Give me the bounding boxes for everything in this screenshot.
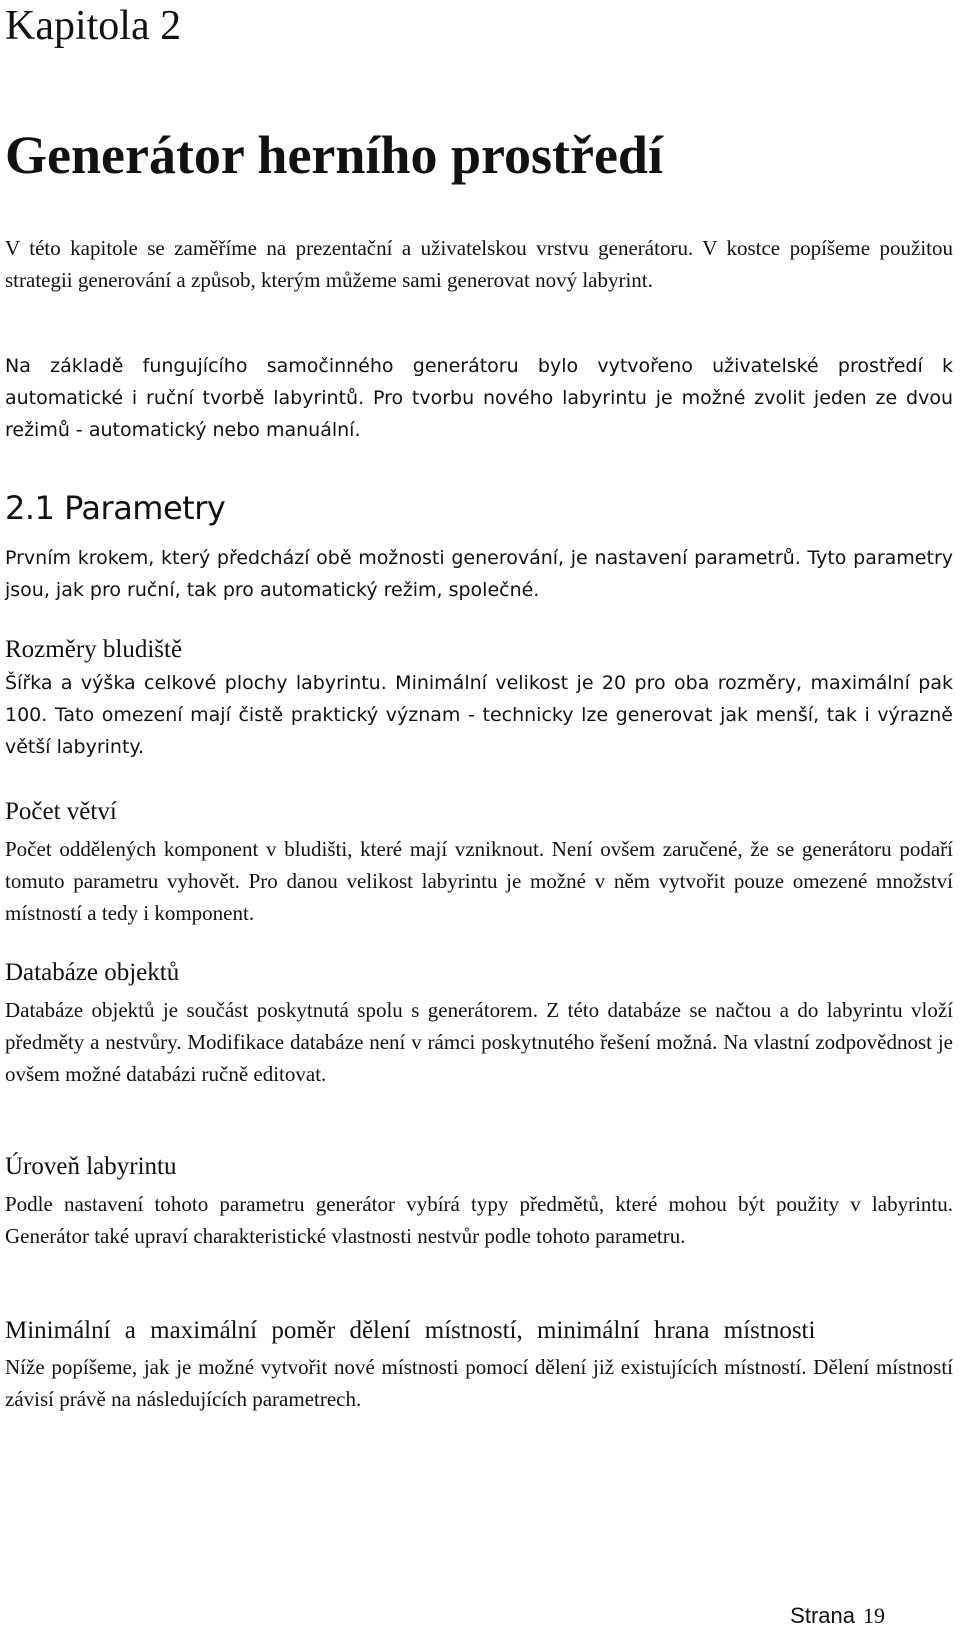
subsection-text: Podle nastavení tohoto parametru generátor vybírá typy předmětů, které mohou být použity v labyrintu. Generátor také upraví charakteristické vlastnosti nestvůr podle tohoto parametru. [5, 1192, 953, 1248]
section-heading: 2.1 Parametry [5, 489, 226, 527]
section-text: Prvním krokem, který předchází obě možnosti generování, je nastavení parametrů. Tyto parametry jsou, jak pro ruční, tak pro automatický režim, společné. [5, 547, 953, 601]
intro-paragraph-2-block [5, 350, 953, 446]
subsection-heading: Minimální a maximální poměr dělení místností, minimální hrana místnosti [5, 1317, 816, 1344]
chapter-label: Kapitola 2 [5, 3, 182, 49]
intro-paragraph-1-block [5, 232, 953, 296]
page-footer [790, 1603, 885, 1629]
subsection-heading: Rozměry bludiště [5, 636, 183, 663]
section-text-block [5, 542, 953, 606]
intro-paragraph-1: V této kapitole se zaměříme na prezentační a uživatelskou vrstvu generátoru. V kostce popíšeme použitou strategii generování a způsob, kterým můžeme sami generovat nový labyrint. [5, 236, 953, 292]
subsection-text: Databáze objektů je součást poskytnutá spolu s generátorem. Z této databáze se načtou a do labyrintu vloží předměty a nestvůry. Modifikace databáze není v rámci poskytnutého řešení možná. Na vlastní zodpovědnost je ovšem možné databázi ručně editovat. [5, 998, 953, 1086]
chapter-title: Generátor herního prostředí [5, 125, 663, 185]
subsection-heading: Úroveň labyrintu [5, 1153, 177, 1180]
subsection-pocet-vetvi [5, 795, 953, 929]
subsection-heading: Databáze objektů [5, 959, 180, 986]
subsection-pomer-deleni [5, 1313, 953, 1415]
subsection-rozmery [5, 633, 953, 763]
section-parametry [5, 488, 953, 528]
page-number: 19 [863, 1603, 885, 1628]
subsection-text: Níže popíšeme, jak je možné vytvořit nové místnosti pomocí dělení již existujících místností. Dělení místností závisí právě na následujících parametrech. [5, 1355, 953, 1411]
subsection-text: Šířka a výška celkové plochy labyrintu. Minimální velikost je 20 pro oba rozměry, maximální pak 100. Tato omezení mají čistě praktický význam - technicky lze generovat jak menší, tak i výrazně větší labyrinty. [5, 672, 953, 758]
subsection-uroven [5, 1150, 953, 1252]
page-label: Strana [790, 1603, 855, 1628]
subsection-databaze [5, 956, 953, 1090]
subsection-text: Počet oddělených komponent v bludišti, které mají vzniknout. Není ovšem zaručené, že se generátoru podaří tomuto parametru vyhovět. Pro danou velikost labyrintu je možné v něm vytvořit pouze omezené množství místností a tedy i komponent. [5, 837, 953, 925]
subsection-heading: Počet větví [5, 798, 117, 825]
intro-paragraph-2: Na základě fungujícího samočinného generátoru bylo vytvořeno uživatelské prostředí k automatické i ruční tvorbě labyrintů. Pro tvorbu nového labyrintu je možné zvolit jeden ze dvou režimů - automatický nebo manuální. [5, 355, 953, 441]
